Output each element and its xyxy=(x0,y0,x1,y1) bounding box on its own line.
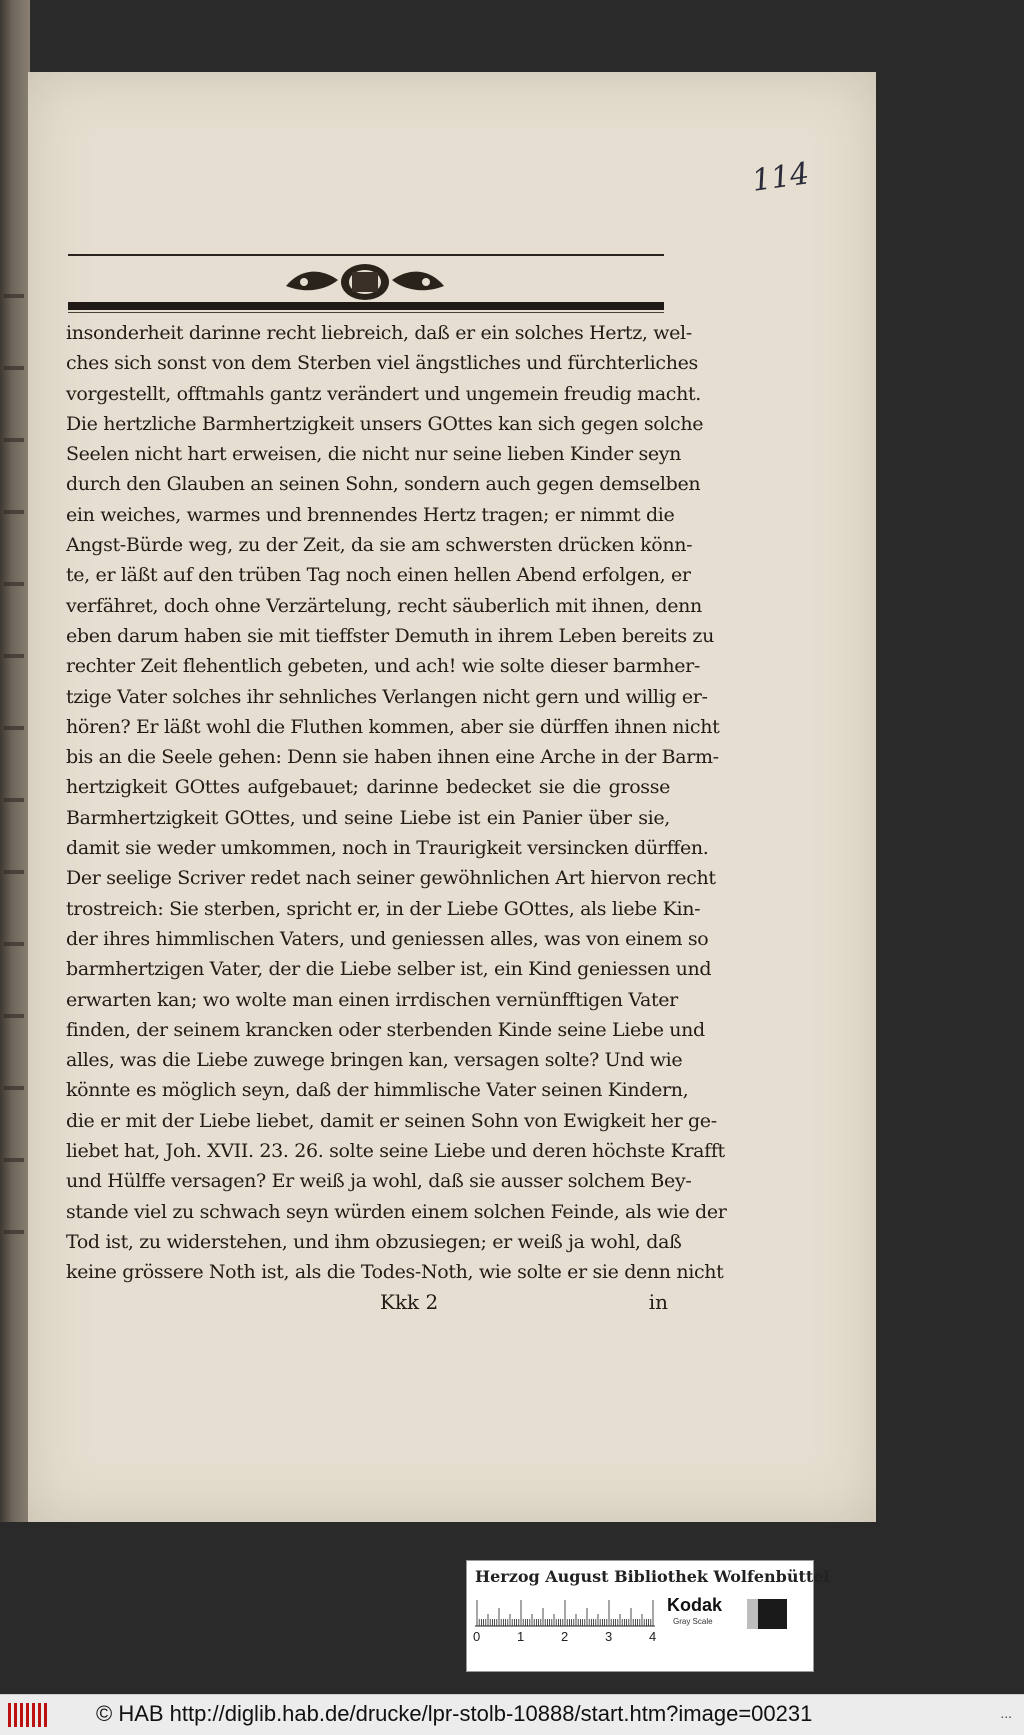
text-line: durch den Glauben an seinen Sohn, sondern auch gegen demselben xyxy=(66,473,701,496)
text-line: könnte es möglich seyn, daß der himmlische Vater seinen Kindern, xyxy=(66,1079,689,1102)
text-line: der ihres himmlischen Vaters, und geniessen alles, was von einem so xyxy=(66,927,709,950)
header-rule xyxy=(68,254,664,256)
text-line: stande viel zu schwach seyn würden einem solchen Feinde, als wie der xyxy=(66,1200,727,1223)
text-line: te, er läßt auf den trüben Tag noch einen hellen Abend erfolgen, er xyxy=(66,564,691,587)
kodak-logo: Kodak xyxy=(667,1595,723,1615)
text-line: eben darum haben sie mit tieffster Demuth in ihrem Leben bereits zu xyxy=(66,624,714,647)
gray-swatch xyxy=(747,1599,787,1629)
text-line: vorgestellt, offtmahls gantz verändert und ungemein freudig macht. xyxy=(66,382,701,405)
text-line: damit sie weder umkommen, noch in Traurigkeit versincken dürffen. xyxy=(66,837,709,860)
text-line: ches sich sonst von dem Sterben viel ängstliches und fürchterliches xyxy=(66,352,698,375)
catchword: in xyxy=(648,1290,668,1314)
text-line: Die hertzliche Barmhertzigkeit unsers GOttes kan sich gegen solche xyxy=(66,412,704,435)
text-line: und Hülffe versagen? Er weiß ja wohl, daß sie ausser solchem Bey- xyxy=(66,1170,692,1193)
folio-number: 114 xyxy=(749,156,812,199)
text-line: liebet hat, Joh. XVII. 23. 26. solte seine Liebe und deren höchste Krafft xyxy=(66,1140,725,1163)
text-line: rechter Zeit flehentlich gebeten, und ach! wie solte dieser barmher- xyxy=(66,655,700,678)
text-line: Angst-Bürde weg, zu der Zeit, da sie am schwersten drücken könn- xyxy=(66,534,693,557)
more-icon[interactable]: ... xyxy=(1000,1705,1012,1721)
text-line: verfähret, doch ohne Verzärtelung, recht säuberlich mit ihnen, denn xyxy=(66,594,702,617)
text-line: alles, was die Liebe zuwege bringen kan, versagen solte? Und wie xyxy=(66,1049,683,1072)
text-line: hören? Er läßt wohl die Fluthen kommen, aber sie dürffen ihnen nicht xyxy=(66,715,720,738)
text-line: die er mit der Liebe liebet, damit er seinen Sohn von Ewigkeit her ge- xyxy=(66,1109,717,1132)
signature-mark: Kkk 2 xyxy=(380,1290,439,1314)
ruler-label: 3 xyxy=(605,1629,613,1644)
header-rule-thin xyxy=(68,312,664,313)
color-target-card xyxy=(466,1560,830,1672)
text-line: tzige Vater solches ihr sehnliches Verlangen nicht gern und willig er- xyxy=(66,685,708,708)
text-line: Tod ist, zu widerstehen, und ihm obzusiegen; er weiß ja wohl, daß xyxy=(66,1230,682,1253)
text-line: ein weiches, warmes und brennendes Hertz tragen; er nimmt die xyxy=(66,503,675,526)
library-name: Herzog August Bibliothek Wolfenbüttel xyxy=(475,1567,830,1586)
hab-logo-icon[interactable] xyxy=(6,1701,48,1729)
ruler-label: 4 xyxy=(649,1629,657,1644)
footer-line xyxy=(66,1290,670,1320)
text-line: hertzigkeit GOttes aufgebauet; darinne bedecket sie die grosse xyxy=(66,776,670,799)
body-text xyxy=(66,318,727,1288)
text-line: Barmhertzigkeit GOttes, und seine Liebe ist ein Panier über sie, xyxy=(66,806,670,829)
text-line: insonderheit darinne recht liebreich, daß er ein solches Hertz, wel- xyxy=(66,322,692,344)
ruler-labels xyxy=(473,1629,663,1649)
ornament-vignette xyxy=(286,260,444,304)
text-line: erwarten kan; wo wolte man einen irrdischen vernünfftigen Vater xyxy=(66,988,678,1011)
text-line: Der seelige Scriver redet nach seiner gewöhnlichen Art hiervon recht xyxy=(66,867,716,890)
footer-bar xyxy=(0,1694,1024,1735)
gray-scale-label: Gray Scale xyxy=(673,1617,713,1626)
text-line: barmhertzigen Vater, der die Liebe selber ist, ein Kind geniessen und xyxy=(66,958,712,981)
text-line: Seelen nicht hart erweisen, die nicht nur seine lieben Kinder seyn xyxy=(66,443,682,466)
scale-ruler xyxy=(475,1599,655,1627)
ruler-label: 2 xyxy=(561,1629,569,1644)
text-line: bis an die Seele gehen: Denn sie haben ihnen eine Arche in der Barm- xyxy=(66,746,719,769)
adjacent-page-edge xyxy=(0,0,30,1734)
text-line: finden, der seinem krancken oder sterbenden Kinde seine Liebe und xyxy=(66,1018,705,1041)
ruler-label: 0 xyxy=(473,1629,481,1644)
header-band xyxy=(68,302,664,310)
text-line: trostreich: Sie sterben, spricht er, in der Liebe GOttes, als liebe Kin- xyxy=(66,897,701,920)
ruler-label: 1 xyxy=(517,1629,525,1644)
source-url[interactable]: © HAB http://diglib.hab.de/drucke/lpr-stolb-10888/start.htm?image=00231 xyxy=(96,1701,813,1726)
text-line: keine grössere Noth ist, als die Todes-Noth, wie solte er sie denn nicht xyxy=(66,1261,724,1284)
